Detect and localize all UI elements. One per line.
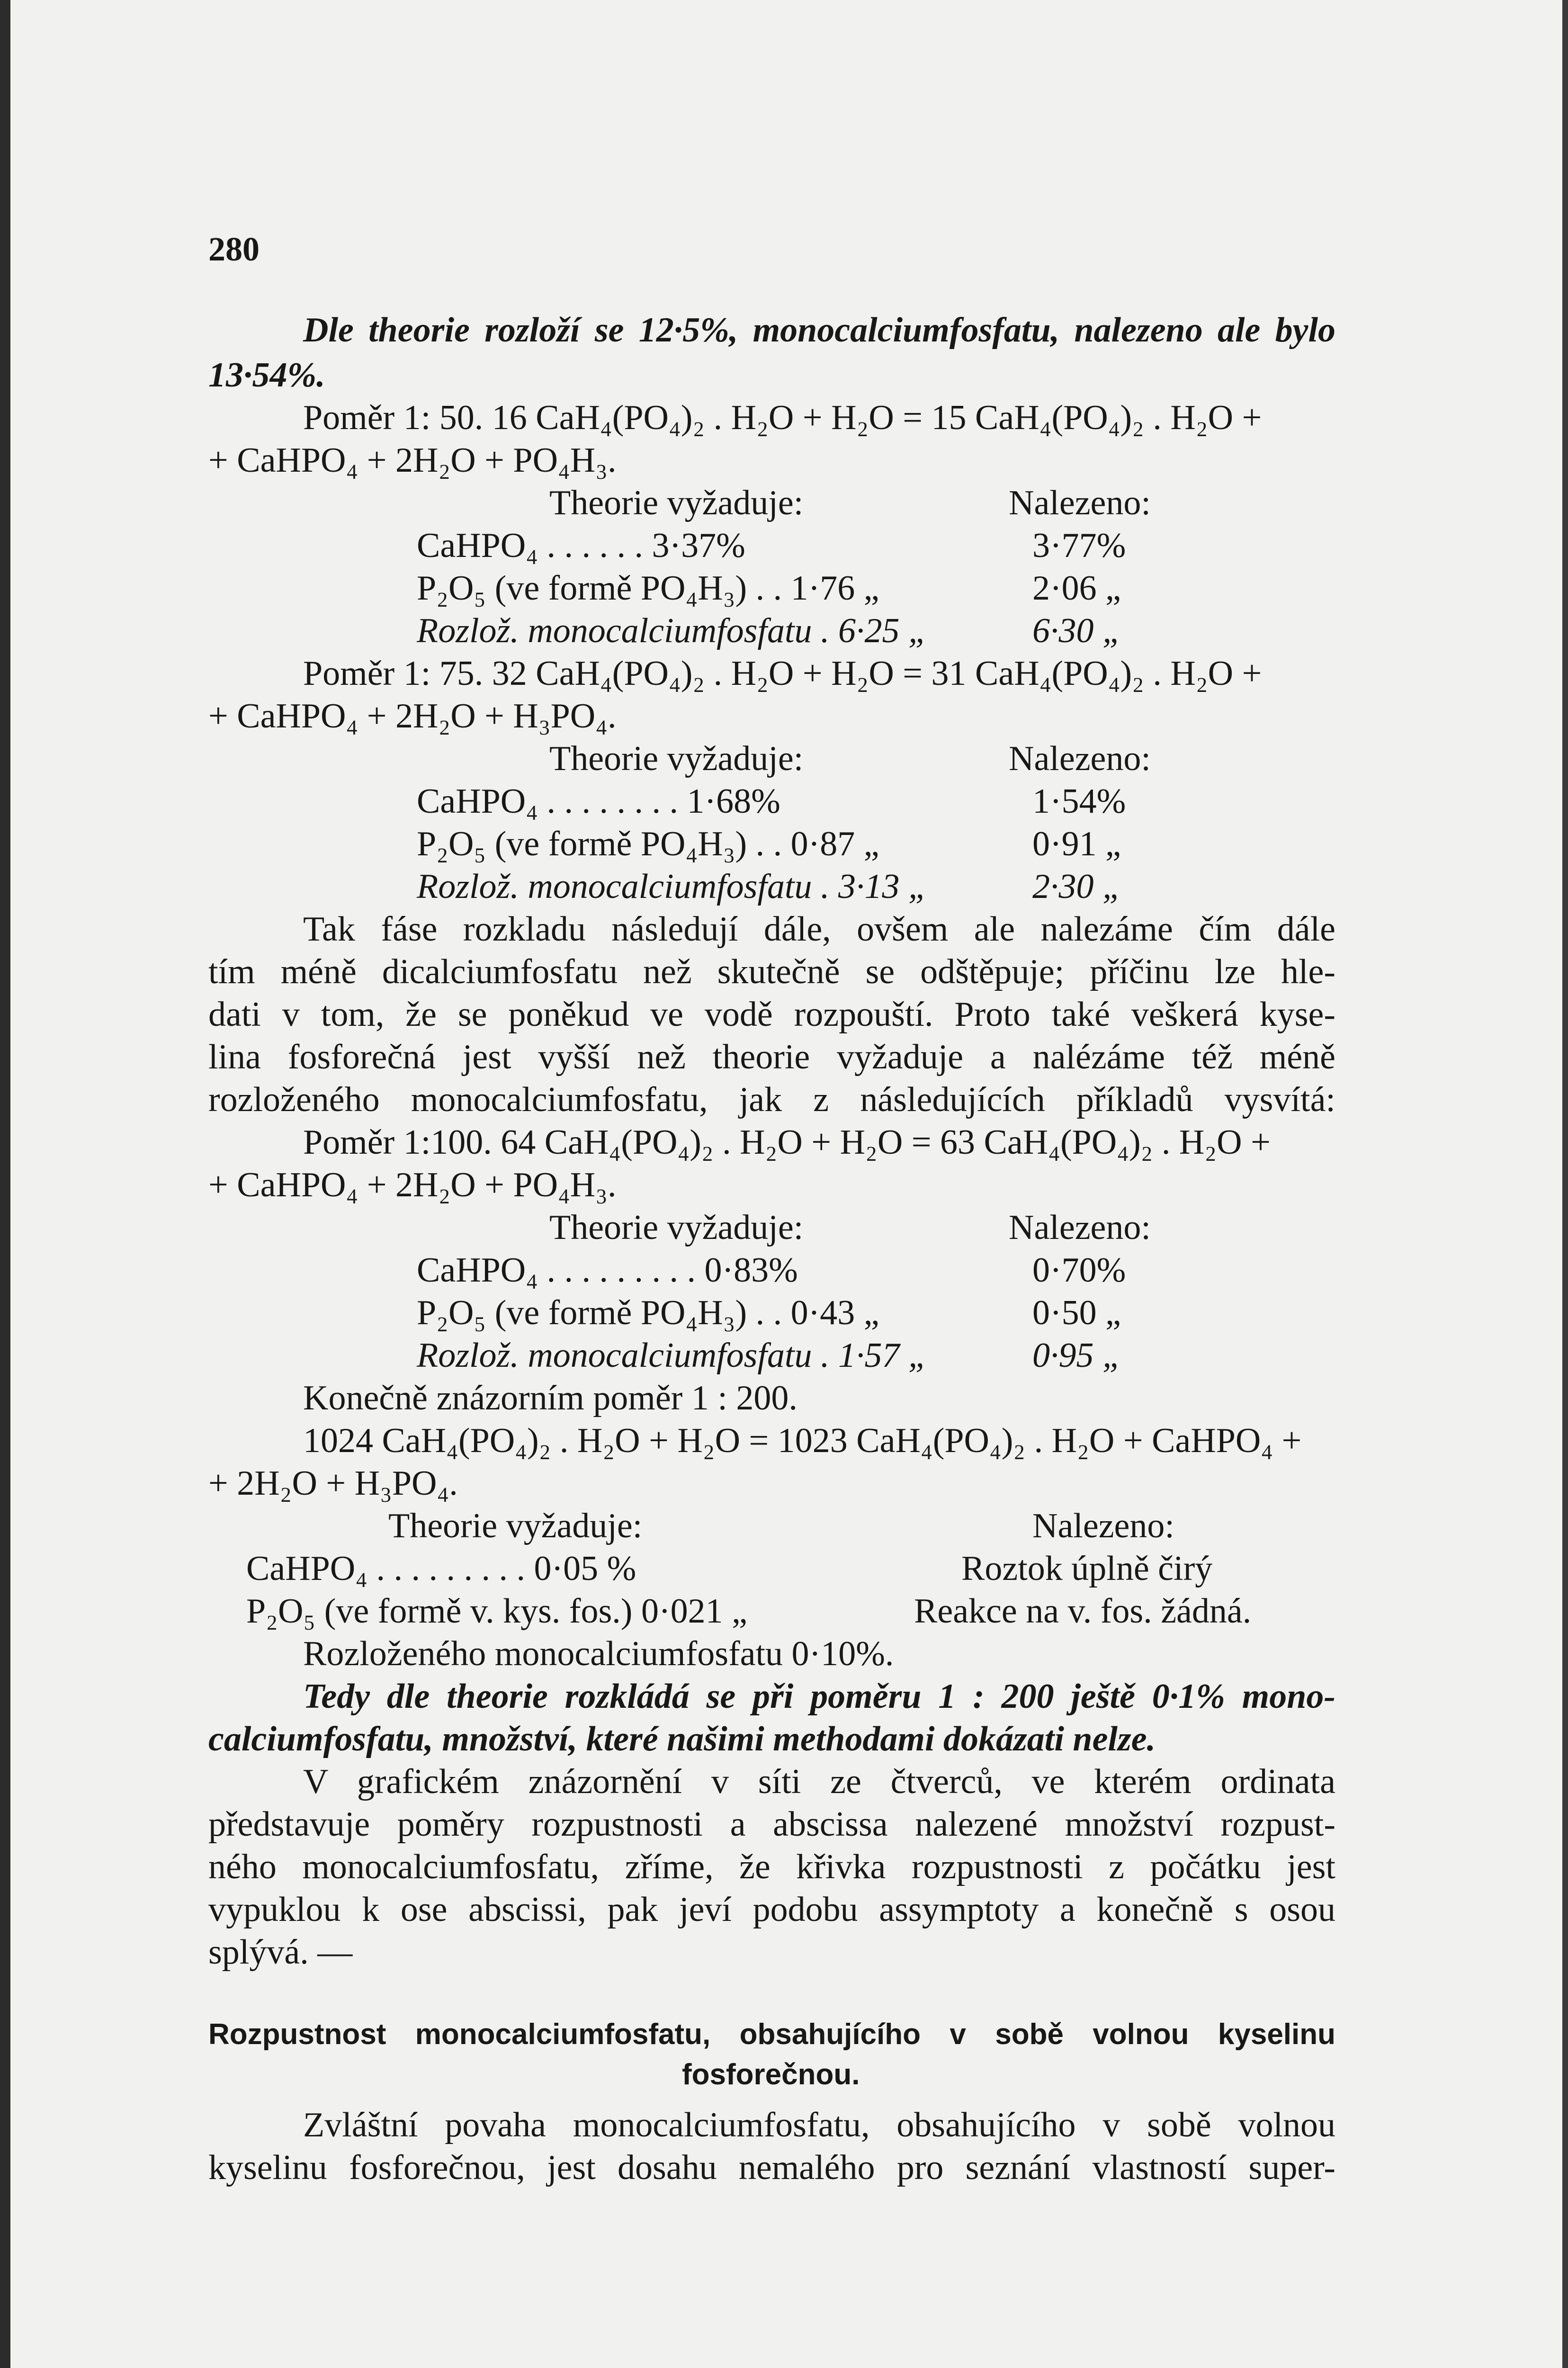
paragraph-line: calciumfosfatu, množství, které našimi methodami dokázati nelze.	[208, 1720, 1156, 1758]
table-cell: 0·70%	[1032, 1251, 1126, 1290]
table-cell: Rozlož. monocalciumfosfatu . 3·13 „	[417, 867, 928, 906]
table-cell: P₂O₅ (ve formě PO₄H₃) . . 0·87 „	[417, 825, 879, 863]
table-header-found: Nalezeno:	[1009, 1208, 1151, 1247]
section-heading: Rozpustnost monocalciumfosfatu, obsahujícího v sobě volnou kyselinu	[208, 2018, 1335, 2051]
text-line: Dle theorie rozloží se 12·5%, monocalciumfosfatu, nalezeno ale bylo	[303, 311, 1335, 350]
equation-line: + CaHPO₄ + 2H₂O + PO₄H₃.	[208, 441, 617, 480]
equation-line: Poměr 1: 50. 16 CaH₄(PO₄)₂ . H₂O + H₂O = 15 CaH₄(PO₄)₂ . H₂O +	[303, 398, 1262, 437]
table-cell: 1·54%	[1032, 782, 1126, 821]
paragraph-line: rozloženého monocalciumfosfatu, jak z následujících příkladů vysvítá:	[208, 1080, 1335, 1119]
paragraph-line: Tak fáse rozkladu následují dále, ovšem ale nalezáme čím dále	[303, 910, 1335, 949]
table-cell: CaHPO₄ . . . . . . . . 1·68%	[417, 782, 780, 821]
paragraph-line: dati v tom, že se poněkud ve vodě rozpouští. Proto také veškerá kyse-	[208, 995, 1335, 1034]
equation-line: Poměr 1: 75. 32 CaH₄(PO₄)₂ . H₂O + H₂O = 31 CaH₄(PO₄)₂ . H₂O +	[303, 654, 1262, 693]
paragraph-line: kyselinu fosforečnou, jest dosahu nemalého pro seznání vlastností super-	[208, 2148, 1335, 2187]
paragraph-line: V grafickém znázornění v síti ze čtverců, ve kterém ordinata	[303, 1762, 1335, 1801]
table-cell: Rozlož. monocalciumfosfatu . 6·25 „	[417, 611, 928, 650]
table-header-found: Nalezeno:	[1009, 484, 1151, 522]
table-cell: 3·77%	[1032, 526, 1126, 565]
table-header-theory: Theorie vyžaduje:	[549, 1208, 804, 1247]
page-number: 280	[208, 230, 260, 268]
table-header-theory: Theorie vyžaduje:	[388, 1507, 643, 1545]
text-line: Konečně znázorním poměr 1 : 200.	[303, 1379, 797, 1417]
paragraph-line: Zvláštní povaha monocalciumfosfatu, obsahujícího v sobě volnou	[303, 2106, 1335, 2144]
table-cell: Roztok úplně čirý	[961, 1549, 1213, 1588]
paragraph-line: Tedy dle theorie rozkládá se při poměru 1 : 200 ještě 0·1% mono-	[303, 1677, 1335, 1716]
section-heading: fosforečnou.	[682, 2058, 860, 2091]
text-line: 13·54%.	[208, 356, 325, 395]
table-cell: 0·91 „	[1032, 825, 1121, 863]
equation-line: + CaHPO₄ + 2H₂O + H₃PO₄.	[208, 697, 617, 736]
paragraph-line: lina fosforečná jest vyšší než theorie vyžaduje a nalézáme též méně	[208, 1038, 1335, 1076]
equation-line: + 2H₂O + H₃PO₄.	[208, 1464, 458, 1503]
table-cell: P₂O₅ (ve formě v. kys. fos.) 0·021 „	[246, 1592, 747, 1631]
table-header-found: Nalezeno:	[1032, 1507, 1174, 1545]
table-cell: CaHPO₄ . . . . . . 3·37%	[417, 526, 745, 565]
table-header-found: Nalezeno:	[1009, 739, 1151, 778]
equation-line: + CaHPO₄ + 2H₂O + PO₄H₃.	[208, 1166, 617, 1204]
equation-line: 1024 CaH₄(PO₄)₂ . H₂O + H₂O = 1023 CaH₄(PO₄)₂ . H₂O + CaHPO₄ +	[303, 1421, 1302, 1460]
table-cell: 2·30 „	[1032, 867, 1122, 906]
page-edge-right	[1562, 0, 1568, 2368]
table-cell: CaHPO₄ . . . . . . . . . 0·05 %	[246, 1549, 636, 1588]
table-cell: 2·06 „	[1032, 569, 1121, 608]
table-cell: 6·30 „	[1032, 611, 1122, 650]
table-header-theory: Theorie vyžaduje:	[549, 739, 804, 778]
paragraph-line: splývá. —	[208, 1933, 353, 1972]
table-cell: Rozlož. monocalciumfosfatu . 1·57 „	[417, 1336, 928, 1375]
table-cell: P₂O₅ (ve formě PO₄H₃) . . 0·43 „	[417, 1293, 879, 1332]
table-cell: Reakce na v. fos. žádná.	[914, 1592, 1252, 1631]
table-header-theory: Theorie vyžaduje:	[549, 484, 804, 522]
paragraph-line: tím méně dicalciumfosfatu než skutečně se odštěpuje; příčinu lze hle-	[208, 952, 1335, 991]
page-edge-left	[0, 0, 10, 2368]
table-cell: P₂O₅ (ve formě PO₄H₃) . . 1·76 „	[417, 569, 879, 608]
table-cell: CaHPO₄ . . . . . . . . . 0·83%	[417, 1251, 798, 1290]
paragraph-line: vypuklou k ose abscissi, pak jeví podobu assymptoty a konečně s osou	[208, 1890, 1335, 1929]
text-line: Rozloženého monocalciumfosfatu 0·10%.	[303, 1634, 894, 1673]
paragraph-line: ného monocalciumfosfatu, zříme, že křivka rozpustnosti z počátku jest	[208, 1848, 1335, 1886]
table-cell: 0·95 „	[1032, 1336, 1122, 1375]
table-cell: 0·50 „	[1032, 1293, 1121, 1332]
equation-line: Poměr 1:100. 64 CaH₄(PO₄)₂ . H₂O + H₂O = 63 CaH₄(PO₄)₂ . H₂O +	[303, 1123, 1271, 1162]
paragraph-line: představuje poměry rozpustnosti a abscissa nalezené množství rozpust-	[208, 1805, 1335, 1844]
